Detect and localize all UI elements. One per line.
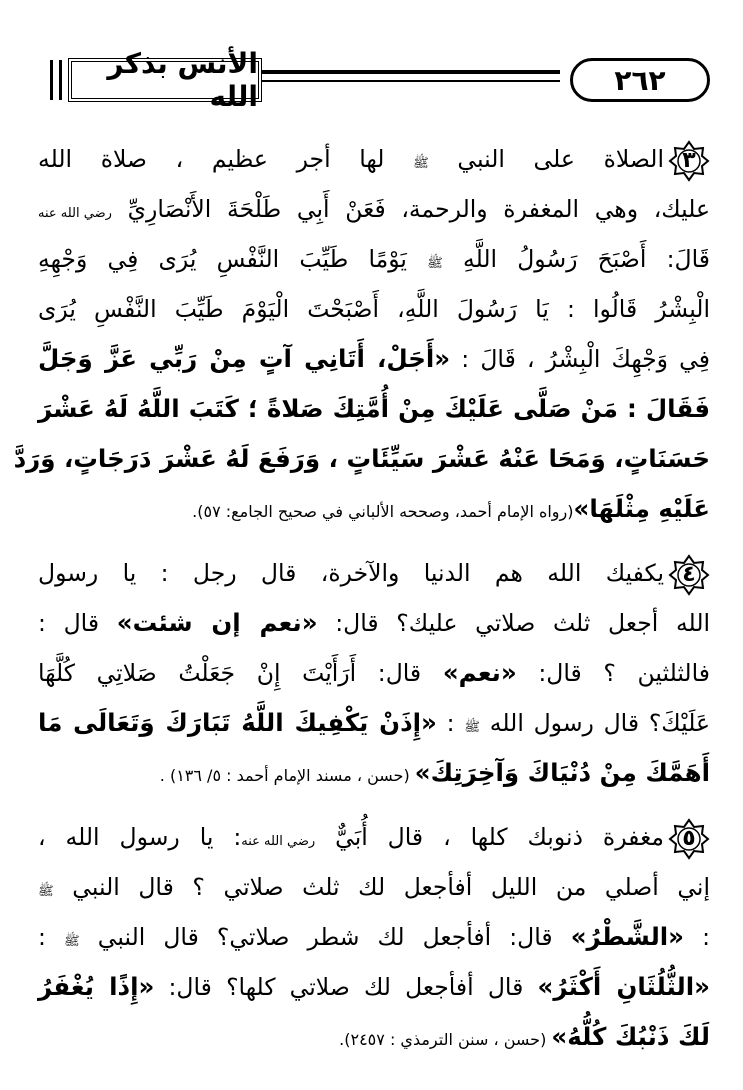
text-run: الله أجعل ثلث صلاتي عليك؟ قال: [317, 609, 711, 637]
text-line [38, 812, 710, 862]
text-run: : [684, 923, 710, 951]
section-number-badge [668, 554, 710, 596]
text-run: قال أفأجعل لك صلاتي كلها؟ قال: [154, 973, 538, 1001]
text-run: قال: أَرَأَيْتَ إِنْ جَعَلْتُ صَلاتِي كُلَّهَا [38, 659, 443, 687]
text-run: لها أجر عظيم ، صلاة الله [38, 145, 414, 173]
section-number-badge [668, 818, 710, 860]
hadith-text: «الثُّلُثَانِ أَكْثَرُ» [537, 972, 710, 1001]
text-run: قال : [38, 609, 117, 637]
text-run: الْبِشْرُ قَالُوا : يَا رَسُولَ اللَّهِ، أَصْبَحْتَ الْيَوْمَ طَيِّبَ النَّفْسِ يُرَى [38, 295, 710, 323]
text-line [38, 748, 710, 798]
honorific-glyph: رضي الله عنه [241, 834, 316, 849]
section-number: ٤ [682, 561, 696, 587]
hadith-text: «إِذَنْ يَكْفِيكَ اللَّهُ تَبَارَكَ وَتَعَالَى مَا [38, 708, 437, 737]
salutation-glyph: ﷺ [413, 156, 429, 171]
text-line [38, 234, 710, 284]
hadith-text: لَكَ ذَنْبُكَ كُلُّهُ» [551, 1022, 710, 1051]
text-line [13, 434, 710, 484]
hadith-text: «نعم» [442, 658, 517, 687]
text-run: يَوْمًا طَيِّبَ النَّفْسِ يُرَى فِي وَجْهِهِ [38, 245, 428, 273]
salutation-glyph: ﷺ [427, 256, 443, 271]
hadith-text: فَقَالَ : مَنْ صَلَّى عَلَيْكَ مِنْ أُمَّتِكَ صَلاةً ؛ كَتَبَ اللَّهُ لَهُ عَشْرَ [38, 394, 710, 423]
salutation-glyph: ﷺ [464, 720, 481, 735]
text-line [38, 598, 710, 648]
header-ornament [50, 60, 62, 100]
text-run: مغفرة ذنوبك كلها ، قال أُبَيٌّ [315, 823, 664, 851]
hadith-text: حَسَنَاتٍ، وَمَحَا عَنْهُ عَشْرَ سَيِّئَاتٍ ، وَرَفَعَ لَهُ عَشْرَ دَرَجَاتٍ، وَرَدَّ [13, 444, 710, 473]
hadith-text: عَلَيْهِ مِثْلَهَا» [573, 494, 710, 523]
text-line [38, 1012, 710, 1062]
page-number: ٢٦٢ [570, 58, 710, 102]
text-run: الصلاة على النبي [428, 145, 664, 173]
text-line [38, 484, 710, 534]
hadith-text: «أَجَلْ، أَتَانِي آتٍ مِنْ رَبِّي عَزَّ وَجَلَّ [38, 344, 451, 373]
text-line [38, 134, 710, 184]
text-line [38, 384, 710, 434]
section-number-badge [668, 140, 710, 182]
text-run: فِي وَجْهِكَ الْبِشْرُ ، قَالَ : [450, 345, 710, 373]
citation: (حسن ، سنن الترمذي : ٢٤٥٧). [339, 1030, 552, 1049]
salutation-glyph: ﷺ [64, 934, 80, 949]
text-line [38, 862, 710, 912]
text-line [38, 648, 710, 698]
text-run: : [38, 923, 64, 951]
text-line [38, 698, 710, 748]
text-line [38, 284, 710, 334]
honorific-glyph: رضي الله عنه [38, 206, 112, 221]
text-line [38, 912, 710, 962]
text-line [38, 962, 710, 1012]
citation: (حسن ، مسند الإمام أحمد : ٥/ ١٣٦) . [159, 766, 415, 785]
text-line [38, 548, 710, 598]
section-number: ٥ [682, 825, 696, 851]
text-run: قال: أفأجعل لك شطر صلاتي؟ قال النبي [79, 923, 571, 951]
page-header [20, 47, 710, 113]
text-run: إني أصلي من الليل أفأجعل لك ثلث صلاتي ؟ قال النبي [53, 873, 710, 901]
salutation-glyph: ﷺ [38, 884, 54, 899]
text-run: قَالَ: أَصْبَحَ رَسُولُ اللَّهِ [442, 245, 710, 273]
running-title: الأنس بذكر الله [68, 58, 262, 102]
hadith-text: أَهَمَّكَ مِنْ دُنْيَاكَ وَآخِرَتِكَ» [414, 758, 710, 787]
text-run: عليك، وهي المغفرة والرحمة، فَعَنْ أَبِي طَلْحَةَ الأَنْصَارِيِّ [111, 195, 710, 223]
text-run: : [436, 709, 465, 737]
text-run: فالثلثين ؟ قال: [516, 659, 710, 687]
hadith-text: «الشَّطْرُ» [570, 922, 684, 951]
hadith-text: «نعم إن شئت» [116, 608, 318, 637]
text-run: عَلَيْكَ؟ قال رسول الله [480, 709, 710, 737]
text-line [38, 184, 710, 234]
text-run: : يا رسول الله ، [38, 823, 242, 851]
section-number: ٣ [682, 147, 696, 173]
citation: (رواه الإمام أحمد، وصححه الألباني في صحيح الجامع: ٥٧). [192, 502, 574, 521]
hadith-text: «إِذًا يُغْفَرُ [38, 972, 155, 1001]
text-line [38, 334, 710, 384]
text-run: يكفيك الله هم الدنيا والآخرة، قال رجل : يا رسول [38, 559, 664, 587]
